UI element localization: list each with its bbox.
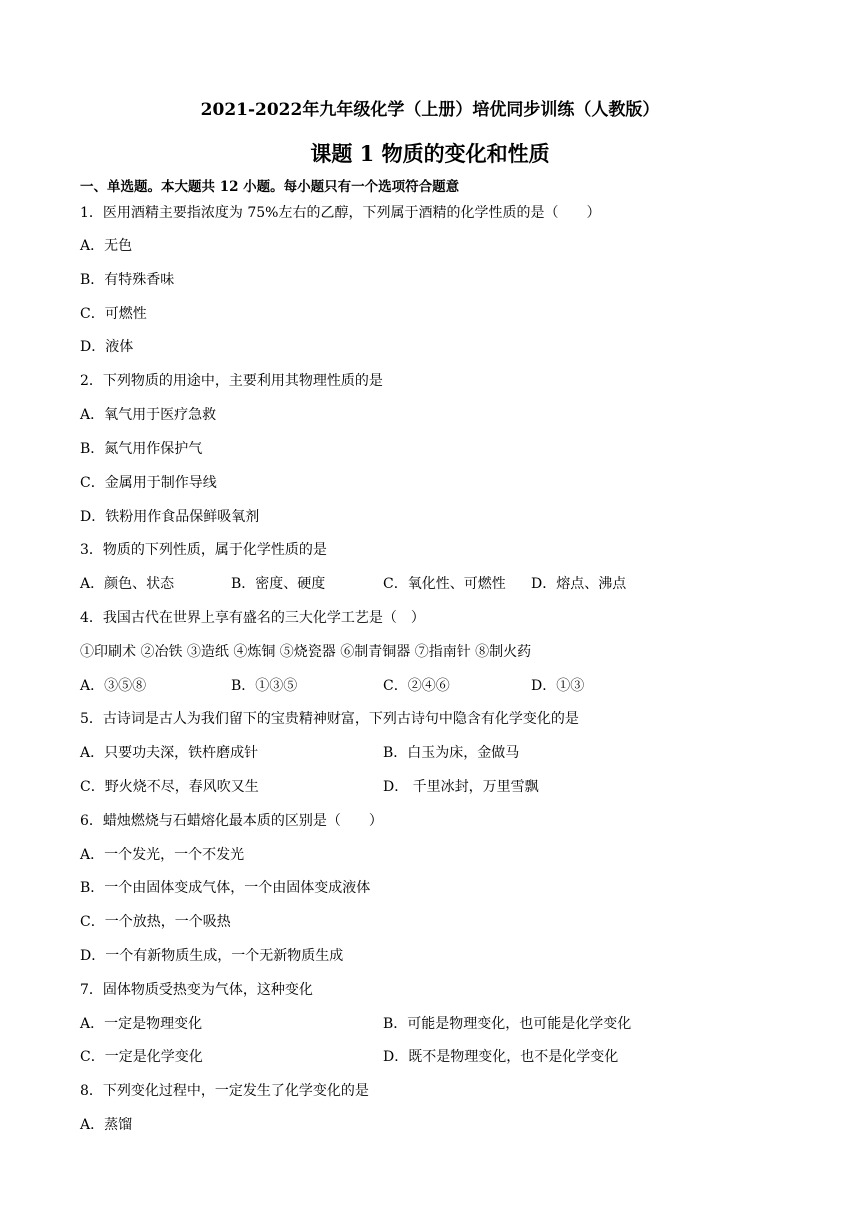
question-2-option-c: C．金属用于制作导线 bbox=[80, 475, 217, 491]
question-6-option-b: B．一个由固体变成气体，一个由固体变成液体 bbox=[80, 880, 371, 896]
question-1-option-b: B．有特殊香味 bbox=[80, 272, 175, 288]
question-7-option-b: B．可能是物理变化，也可能是化学变化 bbox=[383, 1016, 632, 1032]
question-4-option-d: D．①③ bbox=[531, 678, 585, 694]
question-3-option-c: C．氧化性、可燃性 bbox=[383, 576, 506, 592]
question-4-option-b: B．①③⑤ bbox=[231, 678, 298, 694]
question-4-items: ①印刷术 ②冶铁 ③造纸 ④炼铜 ⑤烧瓷器 ⑥制青铜器 ⑦指南针 ⑧制火药 bbox=[80, 644, 532, 660]
question-3-stem: 3．物质的下列性质，属于化学性质的是 bbox=[80, 542, 327, 558]
question-5-option-d: D． 千里冰封，万里雪飘 bbox=[383, 779, 539, 795]
question-5-option-c: C．野火烧不尽，春风吹又生 bbox=[80, 779, 259, 795]
question-4-stem: 4．我国古代在世界上享有盛名的三大化学工艺是（ ） bbox=[80, 610, 425, 626]
question-6-option-d: D．一个有新物质生成，一个无新物质生成 bbox=[80, 948, 344, 964]
question-2-stem: 2．下列物质的用途中，主要利用其物理性质的是 bbox=[80, 373, 383, 389]
question-2-option-b: B．氮气用作保护气 bbox=[80, 441, 203, 457]
question-5-option-b: B．白玉为床，金做马 bbox=[383, 745, 520, 761]
section-heading: 一、单选题。本大题共 12 小题。每小题只有一个选项符合题意 bbox=[80, 179, 460, 195]
question-6-stem: 6．蜡烛燃烧与石蜡熔化最本质的区别是（ ） bbox=[80, 813, 383, 829]
question-6-option-a: A．一个发光，一个不发光 bbox=[80, 847, 245, 863]
question-1-stem: 1．医用酒精主要指浓度为 75%左右的乙醇，下列属于酒精的化学性质的是（ ） bbox=[80, 205, 601, 221]
question-3-option-d: D．熔点、沸点 bbox=[531, 576, 627, 592]
question-2-option-d: D．铁粉用作食品保鲜吸氧剂 bbox=[80, 509, 260, 525]
question-7-option-a: A．一定是物理变化 bbox=[80, 1016, 203, 1032]
question-8-stem: 8．下列变化过程中，一定发生了化学变化的是 bbox=[80, 1083, 369, 1099]
question-1-option-a: A．无色 bbox=[80, 238, 133, 254]
question-1-option-d: D．液体 bbox=[80, 339, 134, 355]
question-7-option-d: D．既不是物理变化，也不是化学变化 bbox=[383, 1049, 619, 1065]
question-6-option-c: C．一个放热，一个吸热 bbox=[80, 914, 231, 930]
question-8-option-a: A．蒸馏 bbox=[80, 1117, 133, 1133]
question-5-stem: 5．古诗词是古人为我们留下的宝贵精神财富，下列古诗句中隐含有化学变化的是 bbox=[80, 711, 579, 727]
question-3-option-b: B．密度、硬度 bbox=[231, 576, 326, 592]
question-7-option-c: C．一定是化学变化 bbox=[80, 1049, 203, 1065]
question-7-stem: 7．固体物质受热变为气体，这种变化 bbox=[80, 982, 313, 998]
question-4-option-c: C．②④⑥ bbox=[383, 678, 450, 694]
question-2-option-a: A．氧气用于医疗急救 bbox=[80, 407, 217, 423]
question-5-option-a: A．只要功夫深，铁杵磨成针 bbox=[80, 745, 259, 761]
question-1-option-c: C．可燃性 bbox=[80, 306, 147, 322]
question-3-option-a: A．颜色、状态 bbox=[80, 576, 175, 592]
question-4-option-a: A．③⑤⑧ bbox=[80, 678, 147, 694]
document-title: 2021-2022年九年级化学（上册）培优同步训练（人教版） bbox=[200, 100, 660, 120]
lesson-title: 课题 1 物质的变化和性质 bbox=[310, 141, 550, 166]
